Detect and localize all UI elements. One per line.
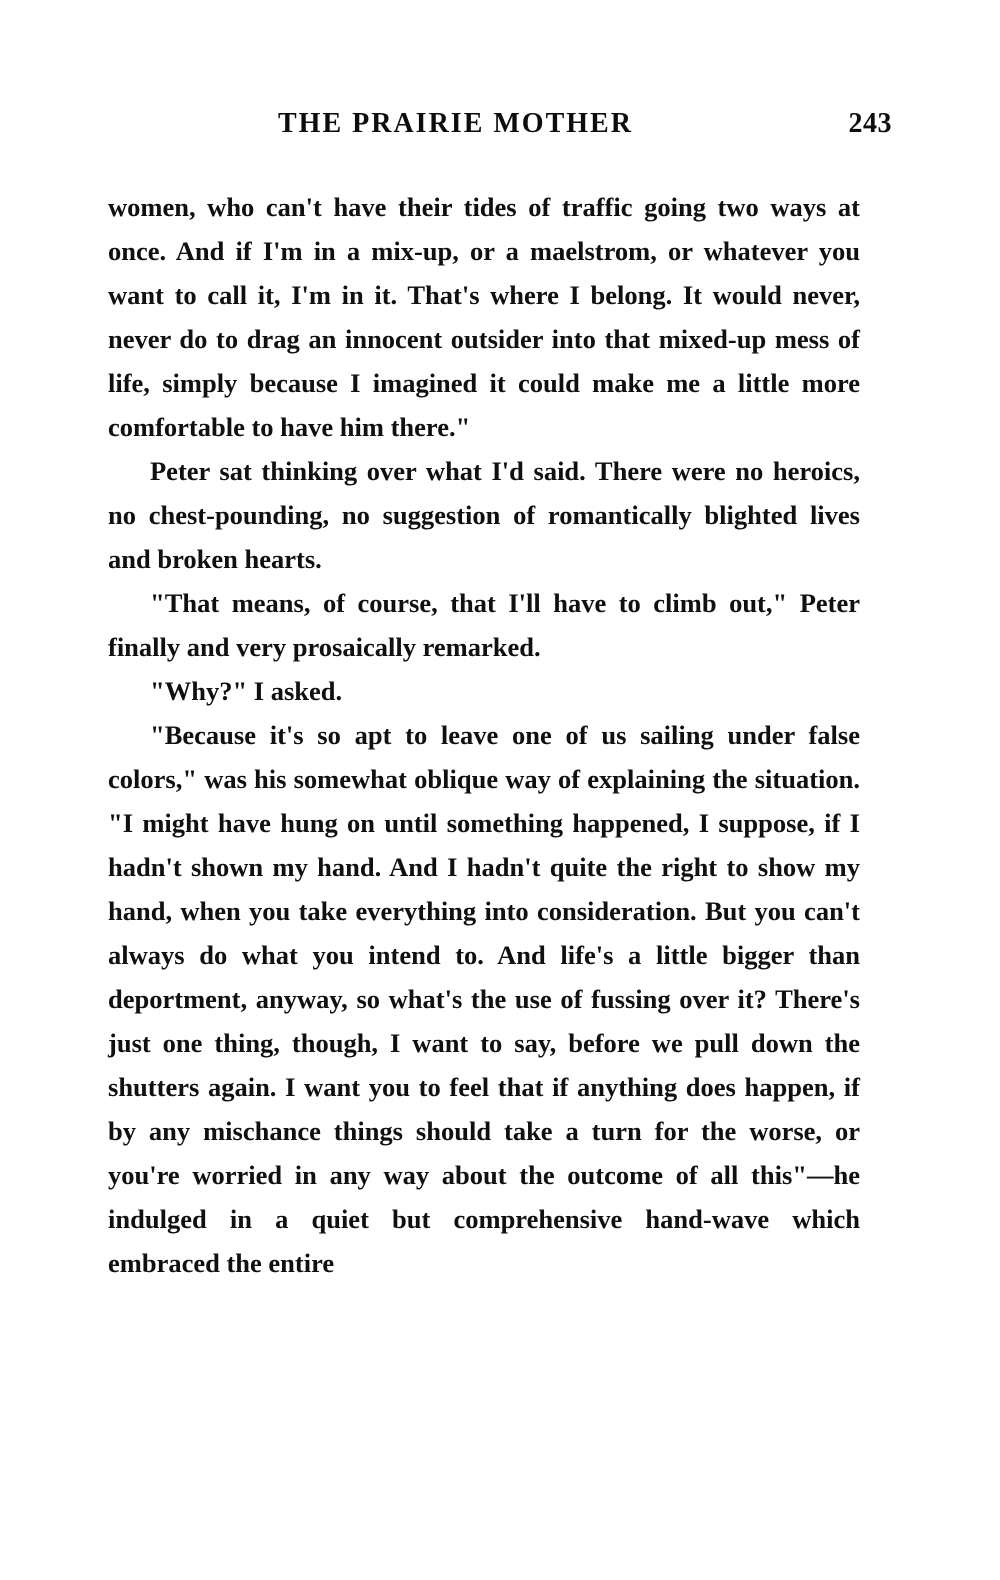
page-title: THE PRAIRIE MOTHER	[278, 108, 633, 139]
body-text	[108, 185, 860, 1285]
paragraph: "Why?" I asked.	[150, 676, 343, 706]
paragraph: women, who can't have their tides of traffic going two ways at once. And if I'm in a mix-up, or a maelstrom, or whatever you want to call it, I'm in it. That's where I belong. It would never, never do to drag an innocent outsider into that mixed-up mess of life, simply because I imagined it could make me a little more comfortable to have him there."	[108, 192, 860, 442]
running-head	[108, 108, 892, 148]
paragraph: Peter sat thinking over what I'd said. There were no heroics, no chest-pounding, no suggestion of romantically blighted lives and broken hearts.	[108, 456, 860, 574]
paragraph: "Because it's so apt to leave one of us sailing under false colors," was his somewhat oblique way of explaining the situation. "I might have hung on until something happened, I suppose, if I hadn't shown my hand. And I hadn't quite the right to show my hand, when you take everything into consideration. But you can't always do what you intend to. And life's a little bigger than deportment, anyway, so what's the use of fussing over it? There's just one thing, though, I want to say, before we pull down the shutters again. I want you to feel that if anything does happen, if by any mischance things should take a turn for the worse, or you're worried in any way about the outcome of all this"—he indulged in a quiet but comprehensive hand-wave which embraced the entire	[108, 720, 860, 1278]
paragraph: "That means, of course, that I'll have to climb out," Peter finally and very prosaically remarked.	[108, 588, 860, 662]
page-number: 243	[848, 108, 892, 139]
